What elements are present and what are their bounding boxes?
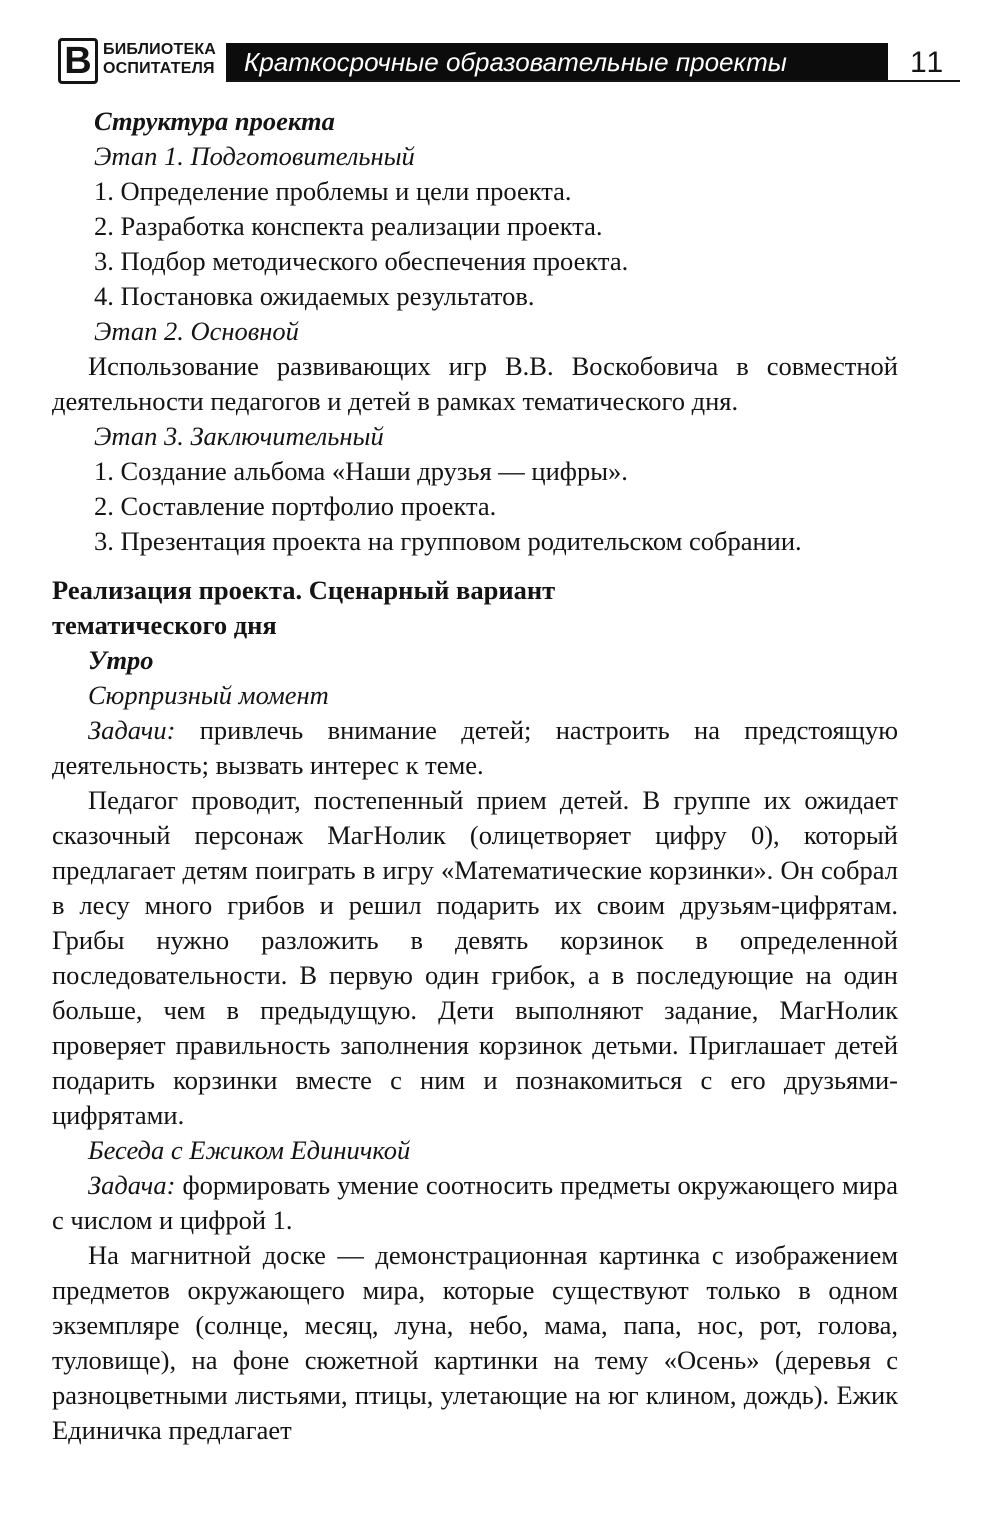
stage3-item: 1. Создание альбома «Наши друзья — цифры». [94,456,628,486]
realization-heading-line2: тематического дня [52,610,277,640]
section-title: Краткосрочные образовательные проекты [226,43,888,81]
stage1-item: 4. Постановка ожидаемых результатов. [94,281,535,311]
surprise-heading: Сюрпризный момент [88,680,329,710]
logo-line-2: ОСПИТАТЕЛЯ [103,60,215,77]
stage3-item: 2. Составление портфолио проекта. [94,491,497,521]
stage3-item: 3. Презентация проекта на групповом родительском собрании. [94,526,802,556]
page-number: 11 [910,46,946,79]
morning-heading: Утро [88,645,154,675]
surprise-task [52,713,898,783]
logo-line-1: БИБЛИОТЕКА [103,41,217,58]
series-logo-text [103,40,216,78]
stage1-item: 3. Подбор методического обеспечения проекта. [94,246,629,276]
stage3-heading: Этап 3. Заключительный [94,421,384,451]
stage2-heading: Этап 2. Основной [94,316,299,346]
surprise-task-label: Задачи: [88,715,176,745]
series-logo-icon: В [58,38,98,84]
page-header [58,38,946,84]
conversation-paragraph: На магнитной доске — демонстрационная картинка с изображением предметов окружающего мира, которые существуют только в одном экземпляре (солнце, месяц, луна, небо, мама, папа, нос, рот, голова, туловище), на фоне сюжетной картинки на тему «Осень» (деревья с разноцветными листьями, птицы, улетающие на юг клином, дождь). Ежик Единичка предлагает [52,1240,898,1445]
stage1-item: 2. Разработка конспекта реализации проекта. [94,211,603,241]
realization-heading-line1: Реализация проекта. Сценарный вариант [52,575,556,605]
conversation-task-label: Задача: [88,1170,176,1200]
conversation-task-text: формировать умение соотносить предметы окружающего мира с числом и цифрой 1. [52,1170,898,1235]
stage2-text: Использование развивающих игр В.В. Воскобовича в совместной деятельности педагогов и детей в рамках тематического дня. [52,351,898,416]
surprise-task-text: привлечь внимание детей; настроить на предстоящую деятельность; вызвать интерес к теме. [52,715,898,780]
surprise-paragraph: Педагог проводит, постепенный прием детей. В группе их ожидает сказочный персонаж МагНолик (олицетворяет цифру 0), который предлагает детям поиграть в игру «Математические корзинки». Он собрал в лесу много грибов и решил подарить их своим друзьям-цифрятам. Грибы нужно разложить в девять корзинок в определенной последовательности. В первую один грибок, а в последующие на один больше, чем в предыдущую. Дети выполняют задание, МагНолик проверяет правильность заполнения корзинок детьми. Приглашает детей подарить корзинки вместе с ним и познакомиться с его друзьями-цифрятами. [52,785,898,1130]
header-rule [226,80,960,82]
stage1-heading: Этап 1. Подготовительный [94,141,415,171]
conversation-task [52,1168,898,1238]
conversation-heading: Беседа с Ежиком Единичкой [88,1135,411,1165]
stage1-item: 1. Определение проблемы и цели проекта. [94,176,572,206]
page-body [52,104,898,1448]
structure-heading: Структура проекта [94,106,335,136]
